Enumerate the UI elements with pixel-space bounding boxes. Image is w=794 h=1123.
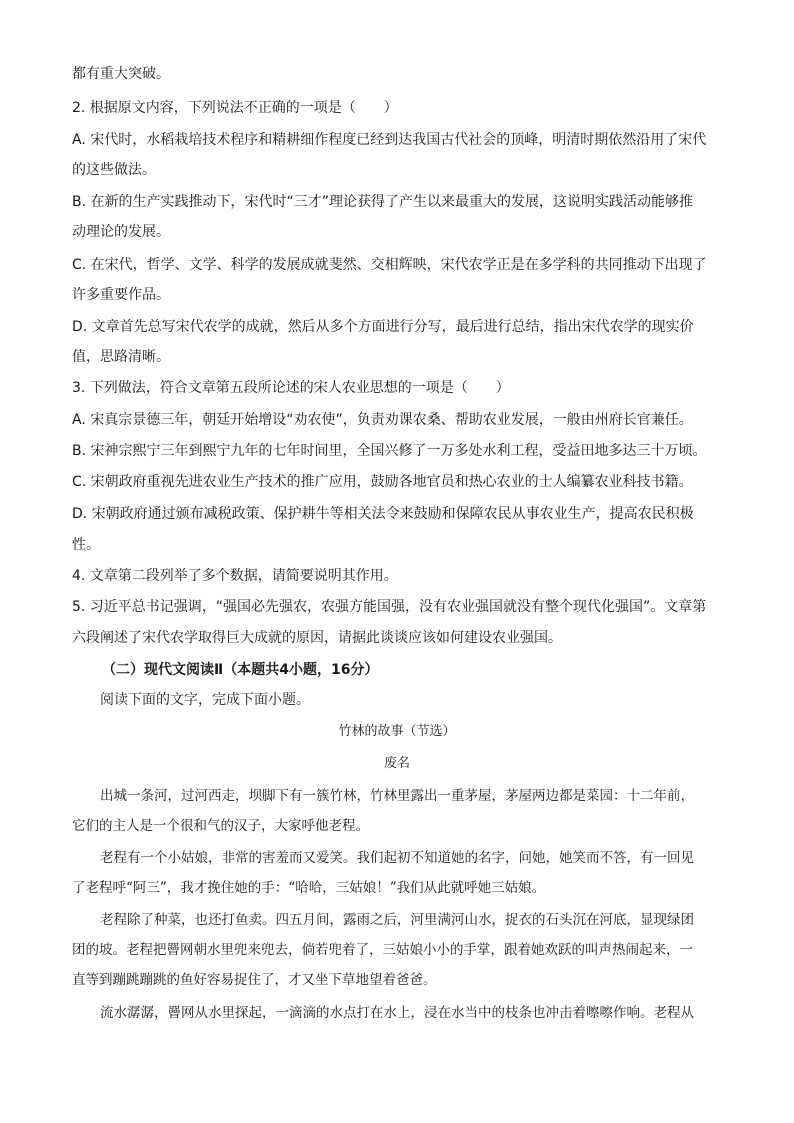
story-author: 废名: [383, 756, 410, 771]
text-line-continuation: 都有重大突破。: [72, 66, 170, 82]
story-paragraph-2-line-1: 老程有一个小姑娘，非常的害羞而又爱笑。我们起初不知道她的名字，问她，她笑而不答，有一回见: [100, 850, 694, 866]
question-4-stem: 4. 文章第二段列举了多个数据，请简要说明其作用。: [72, 568, 398, 584]
question-2-option-a: A. 宋代时，水稻栽培技术程序和精耕细作程度已经到达我国古代社会的顶峰，明清时期依然沿用了宋代: [72, 132, 707, 148]
question-2-option-a-cont: 的这些做法。: [72, 162, 156, 178]
question-3-option-d: D. 宋朝政府通过颁布减税政策、保护耕牛等相关法令来鼓励和保障农民从事农业生产，提高农民积极: [72, 506, 694, 522]
question-5-stem: 5. 习近平总书记强调，“强国必先强农，农强方能国强，没有农业强国就没有整个现代化强国”。文章第: [72, 599, 707, 615]
story-paragraph-3-line-1: 老程除了种菜，也还打鱼卖。四五月间，露雨之后，河里满河山水，捉衣的石头沉在河底，显现绿团: [100, 912, 694, 928]
question-2-stem: 2. 根据原文内容，下列说法不正确的一项是（ ）: [72, 100, 398, 116]
question-2-option-d: D. 文章首先总写宋代农学的成就，然后从多个方面进行分写，最后进行总结，指出宋代农学的现实价: [72, 319, 694, 335]
question-3-option-d-cont: 性。: [72, 537, 100, 553]
section-instruction: 阅读下面的文字，完成下面小题。: [100, 692, 310, 708]
story-title: 竹林的故事（节选）: [338, 724, 456, 739]
story-paragraph-1-line-2: 它们的主人是一个很和气的汉子，大家呼他老程。: [72, 818, 369, 834]
question-3-option-a: A. 宋真宗景德三年，朝廷开始增设“劝农使”，负责劝课农桑、帮助农业发展，一般由州府长官兼任。: [72, 412, 693, 428]
story-paragraph-4-line-1: 流水潺潺，罾网从水里探起，一滴滴的水点打在水上，浸在水当中的枝条也冲击着嚓嚓作响。老程从: [100, 1005, 694, 1021]
story-paragraph-3-line-3: 直等到蹦跳蹦跳的鱼好容易捉住了，才又坐下草地望着爸爸。: [72, 972, 437, 988]
question-3-stem: 3. 下列做法，符合文章第五段所论述的宋人农业思想的一项是（ ）: [72, 380, 510, 396]
story-paragraph-3-line-2: 团的坡。老程把罾网朝水里兜来兜去，倘若兜着了，三姑娘小小的手掌，跟着她欢跃的叫声热闹起来，一: [72, 942, 693, 958]
section-heading: （二）现代文阅读Ⅱ（本题共4小题，16分）: [102, 662, 379, 678]
question-3-option-b: B. 宋神宗熙宁三年到熙宁九年的七年时间里，全国兴修了一万多处水利工程，受益田地多达三十万顷。: [72, 443, 707, 459]
story-paragraph-1-line-1: 出城一条河，过河西走，坝脚下有一簇竹林，竹林里露出一重茅屋，茅屋两边都是菜园：十二年前，: [100, 788, 694, 804]
story-paragraph-2-line-2: 了老程呼“阿三”，我才挽住她的手：“哈哈，三姑娘！”我们从此就呼她三姑娘。: [72, 880, 546, 896]
question-2-option-b-cont: 动理论的发展。: [72, 224, 170, 240]
question-3-option-c: C. 宋朝政府重视先进农业生产技术的推广应用，鼓励各地官员和热心农业的士人编纂农业科技书籍。: [72, 474, 693, 490]
question-2-option-d-cont: 值，思路清晰。: [72, 349, 170, 365]
question-2-option-c-cont: 许多重要作品。: [72, 287, 170, 303]
question-2-option-b: B. 在新的生产实践推动下，宋代时“三才”理论获得了产生以来最重大的发展，这说明实践活动能够推: [72, 194, 694, 210]
question-2-option-c: C. 在宋代，哲学、文学、科学的发展成就斐然、交相辉映，宋代农学正是在多学科的共同推动下出现了: [72, 257, 707, 273]
question-5-stem-cont: 六段阐述了宋代农学取得巨大成就的原因，请据此谈谈应该如何建设农业强国。: [72, 630, 562, 646]
